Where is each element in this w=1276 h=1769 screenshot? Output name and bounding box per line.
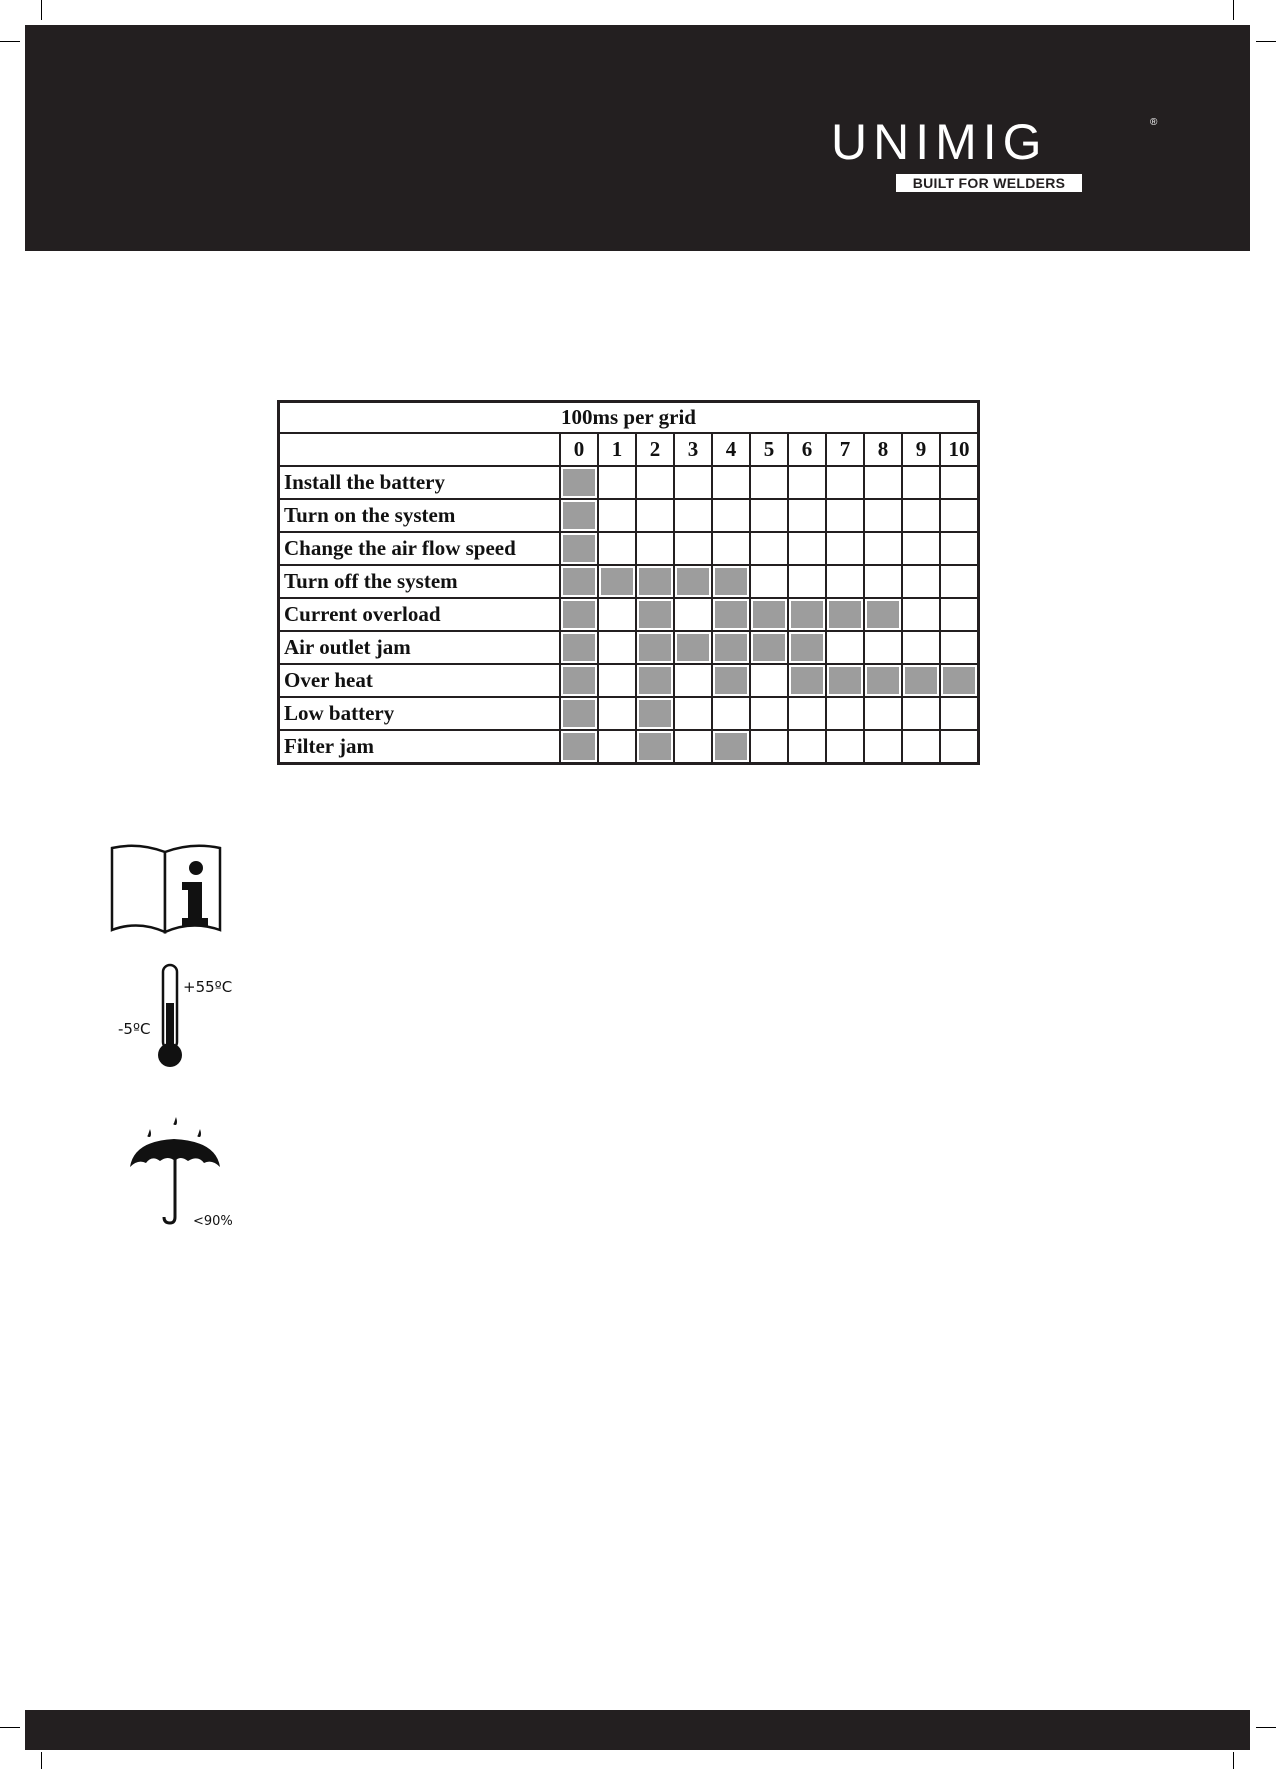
grid-cell-off [940,499,979,532]
column-number: 6 [788,433,826,466]
grid-cell-off [826,466,864,499]
grid-cell-off [750,697,788,730]
grid-cell-off [788,499,826,532]
column-number: 3 [674,433,712,466]
brand-logo [831,114,1161,197]
grid-cell-off [750,532,788,565]
grid-cell-on [712,565,750,598]
grid-cell-off [940,631,979,664]
grid-cell-off [674,598,712,631]
logo-wordmark: UNIMIG [831,114,1048,170]
grid-cell-on [712,730,750,764]
grid-cell-off [902,730,940,764]
crop-mark [1233,1752,1234,1769]
temperature-min-label: -5ºC [118,1020,151,1038]
grid-cell-off [674,466,712,499]
grid-cell-off [788,730,826,764]
table-row [279,565,979,598]
grid-cell-off [940,697,979,730]
grid-cell-on [560,565,598,598]
registered-mark: ® [1150,117,1158,128]
grid-cell-on [560,499,598,532]
table-row [279,532,979,565]
umbrella-icon [128,1115,224,1227]
grid-cell-off [598,598,636,631]
grid-cell-off [902,532,940,565]
grid-cell-on [674,631,712,664]
column-number: 2 [636,433,674,466]
grid-cell-on [636,664,674,697]
grid-cell-on [636,730,674,764]
grid-cell-off [636,532,674,565]
humidity-label: <90% [193,1214,233,1229]
table-row [279,466,979,499]
grid-cell-on [750,631,788,664]
grid-cell-off [598,532,636,565]
grid-cell-off [902,466,940,499]
grid-cell-on [712,664,750,697]
grid-cell-off [750,499,788,532]
table-row [279,499,979,532]
grid-cell-on [560,631,598,664]
grid-cell-off [712,532,750,565]
grid-cell-off [750,664,788,697]
grid-cell-off [636,499,674,532]
grid-cell-on [598,565,636,598]
crop-mark [1256,1727,1276,1728]
grid-cell-off [902,631,940,664]
grid-cell-on [864,664,902,697]
crop-mark [1256,41,1276,42]
grid-cell-off [788,565,826,598]
column-number: 7 [826,433,864,466]
grid-cell-off [750,730,788,764]
logo-tagline: BUILT FOR WELDERS [896,174,1082,192]
grid-cell-on [560,532,598,565]
grid-cell-on [826,664,864,697]
grid-cell-on [560,697,598,730]
grid-cell-off [902,499,940,532]
column-number: 8 [864,433,902,466]
grid-cell-off [826,697,864,730]
column-number: 1 [598,433,636,466]
grid-cell-off [902,598,940,631]
grid-cell-on [560,664,598,697]
timing-table [277,400,980,765]
corner-cell [279,433,561,466]
table-row [279,598,979,631]
grid-cell-off [826,499,864,532]
grid-cell-off [864,565,902,598]
grid-cell-off [902,697,940,730]
grid-cell-off [864,631,902,664]
grid-cell-off [674,499,712,532]
grid-cell-off [750,466,788,499]
column-number: 0 [560,433,598,466]
grid-cell-off [864,730,902,764]
row-label: Change the air flow speed [279,532,561,565]
grid-cell-on [636,631,674,664]
grid-cell-off [598,697,636,730]
grid-cell-on [902,664,940,697]
grid-cell-off [864,499,902,532]
row-label: Filter jam [279,730,561,764]
grid-cell-off [598,730,636,764]
crop-mark [1233,0,1234,20]
crop-mark [0,1727,20,1728]
crop-mark [0,41,20,42]
grid-cell-off [864,697,902,730]
grid-cell-on [750,598,788,631]
grid-cell-off [598,664,636,697]
temperature-max-label: +55ºC [183,978,233,996]
column-number: 4 [712,433,750,466]
grid-cell-on [788,598,826,631]
row-label: Air outlet jam [279,631,561,664]
table-row [279,730,979,764]
grid-cell-off [750,565,788,598]
column-number: 5 [750,433,788,466]
grid-cell-off [674,664,712,697]
row-label: Turn on the system [279,499,561,532]
grid-cell-off [674,532,712,565]
grid-cell-off [940,532,979,565]
table-row [279,664,979,697]
grid-cell-off [598,499,636,532]
footer-band [25,1710,1250,1750]
grid-cell-off [712,499,750,532]
grid-cell-off [940,466,979,499]
grid-cell-off [788,466,826,499]
grid-cell-on [560,466,598,499]
grid-cell-off [712,697,750,730]
grid-cell-off [598,631,636,664]
grid-cell-off [826,565,864,598]
grid-cell-on [636,598,674,631]
grid-cell-off [674,730,712,764]
grid-cell-on [826,598,864,631]
grid-cell-on [712,631,750,664]
row-label: Turn off the system [279,565,561,598]
row-label: Over heat [279,664,561,697]
column-number: 10 [940,433,979,466]
grid-cell-on [712,598,750,631]
table-title: 100ms per grid [279,402,979,434]
grid-cell-off [826,631,864,664]
read-manual-icon [110,844,222,934]
table-row [279,697,979,730]
grid-cell-on [788,631,826,664]
grid-cell-off [598,466,636,499]
grid-cell-off [788,697,826,730]
grid-cell-off [864,466,902,499]
grid-cell-off [674,697,712,730]
grid-cell-off [826,532,864,565]
grid-cell-on [560,598,598,631]
crop-mark [41,1752,42,1769]
grid-cell-on [636,565,674,598]
crop-mark [41,0,42,20]
grid-cell-on [788,664,826,697]
grid-cell-off [636,466,674,499]
row-label: Install the battery [279,466,561,499]
grid-cell-on [674,565,712,598]
grid-cell-on [560,730,598,764]
grid-cell-on [940,664,979,697]
grid-cell-off [788,532,826,565]
grid-cell-off [864,532,902,565]
grid-cell-off [940,598,979,631]
column-number: 9 [902,433,940,466]
grid-cell-off [940,565,979,598]
grid-cell-off [712,466,750,499]
table-row [279,631,979,664]
grid-cell-on [864,598,902,631]
row-label: Current overload [279,598,561,631]
grid-cell-off [940,730,979,764]
row-label: Low battery [279,697,561,730]
grid-cell-on [636,697,674,730]
thermometer-icon [155,963,185,1069]
grid-cell-off [826,730,864,764]
grid-cell-off [902,565,940,598]
